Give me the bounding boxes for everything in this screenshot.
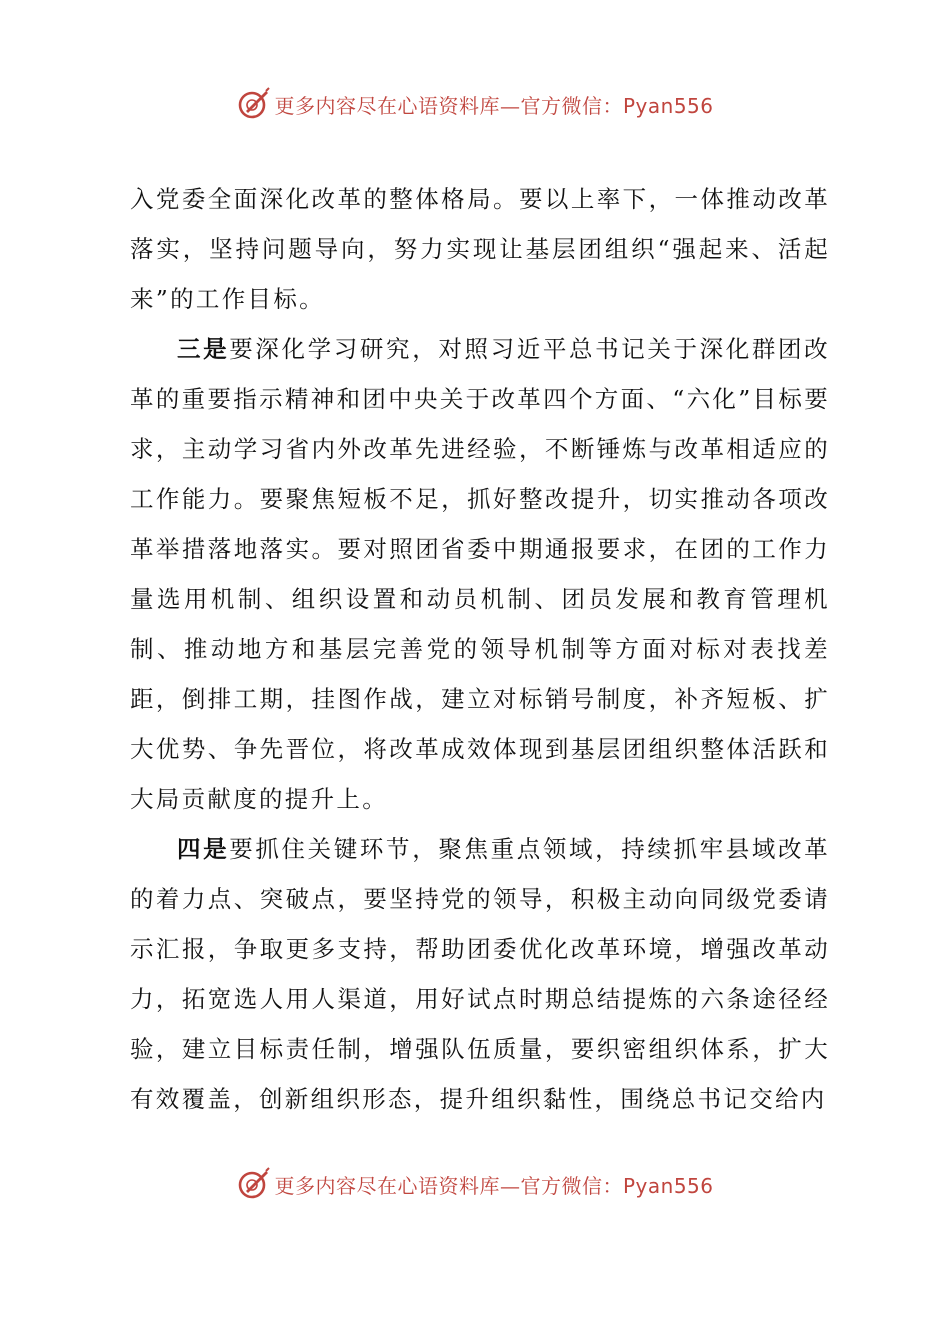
banner-text: 更多内容尽在心语资料库—官方微信：	[274, 1173, 623, 1198]
paragraph-3-lead: 四是	[177, 835, 230, 863]
paragraph-2-lead: 三是	[177, 335, 230, 363]
document-body	[130, 174, 830, 1124]
paragraph-1: 入党委全面深化改革的整体格局。要以上率下，一体推动改革落实，坚持问题导向，努力实现让基层团组织“强起来、活起来”的工作目标。	[130, 185, 830, 313]
paragraph-3-text: 要抓住关键环节，聚焦重点领域，持续抓牢县域改革的着力点、突破点，要坚持党的领导，积极主动向同级党委请示汇报，争取更多支持，帮助团委优化改革环境，增强改革动力，拓宽选人用人渠道，用好试点时期总结提炼的六条途径经验，建立目标责任制，增强队伍质量，要织密组织体系，扩大有效覆盖，创新组织形态，提升组织黏性，围绕总书记交给内	[130, 835, 830, 1113]
paragraph-3	[130, 824, 830, 1124]
paragraph-2-text: 要深化学习研究，对照习近平总书记关于深化群团改革的重要指示精神和团中央关于改革四个方面、“六化”目标要求，主动学习省内外改革先进经验，不断锤炼与改革相适应的工作能力。要聚焦短板不足，抓好整改提升，切实推动各项改革举措落地落实。要对照团省委中期通报要求，在团的工作力量选用机制、组织设置和动员机制、团员发展和教育管理机制、推动地方和基层完善党的领导机制等方面对标对表找差距，倒排工期，挂图作战，建立对标销号制度，补齐短板、扩大优势、争先晋位，将改革成效体现到基层团组织整体活跃和大局贡献度的提升上。	[130, 335, 830, 813]
paragraph-2	[130, 324, 830, 824]
quill-pen-logo-icon	[236, 1167, 270, 1201]
wechat-account: Pyan556	[622, 93, 714, 118]
header-banner	[0, 84, 950, 124]
banner-text: 更多内容尽在心语资料库—官方微信：	[274, 93, 623, 118]
wechat-account: Pyan556	[622, 1173, 714, 1198]
quill-pen-logo-icon	[236, 87, 270, 121]
footer-banner	[0, 1164, 950, 1204]
